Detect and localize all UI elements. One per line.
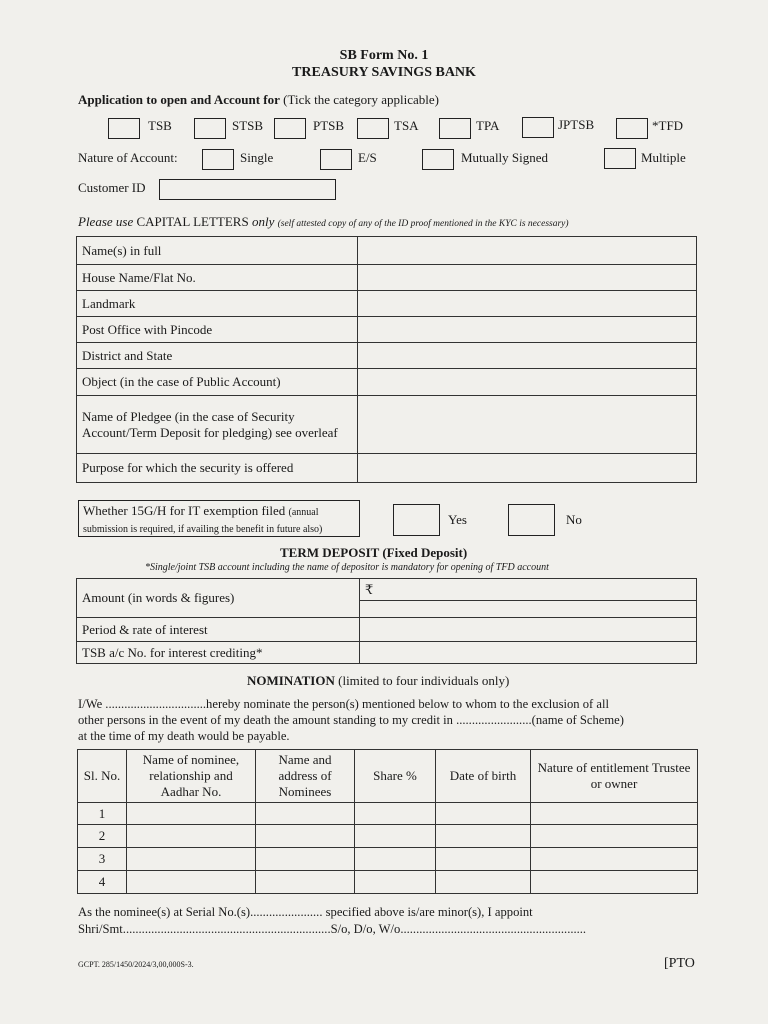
- td-label-period: Period & rate of interest: [77, 618, 360, 642]
- cell[interactable]: [256, 803, 355, 825]
- cell[interactable]: [355, 803, 436, 825]
- td-value-tsb-ac[interactable]: [360, 642, 697, 664]
- applicant-details-table: [76, 236, 697, 483]
- details-label-house: House Name/Flat No.: [77, 265, 358, 291]
- category-label-tpa: TPA: [476, 118, 500, 133]
- application-prompt: [78, 92, 439, 108]
- form15-note-b: submission is required, if availing the benefit in future also): [83, 524, 323, 535]
- details-value-landmark[interactable]: [358, 291, 697, 317]
- cell[interactable]: [127, 825, 256, 848]
- serial-4: 4: [78, 871, 127, 894]
- form15-note-a: (annual: [288, 507, 319, 518]
- nature-label-multiple: Multiple: [641, 150, 686, 165]
- form15-box: [78, 500, 360, 537]
- application-prompt-bold: Application to open and Account for: [78, 92, 280, 107]
- details-value-house[interactable]: [358, 265, 697, 291]
- form15-label: Whether 15G/H for IT exemption filed: [83, 503, 286, 518]
- nomination-line-2: other persons in the event of my death the amount standing to my credit in ........................(name of Scheme): [78, 713, 624, 727]
- details-label-purpose: Purpose for which the security is offered: [77, 454, 358, 483]
- capital-letters-note: [78, 214, 569, 230]
- cell[interactable]: [256, 871, 355, 894]
- category-label-ptsb: PTSB: [313, 118, 345, 133]
- nominee-table: [77, 749, 698, 894]
- td-rupee-symbol: ₹: [360, 579, 697, 601]
- details-label-district: District and State: [77, 343, 358, 369]
- capital-note-only: only: [251, 214, 275, 229]
- cell[interactable]: [355, 848, 436, 871]
- bank-name: TREASURY SAVINGS BANK: [292, 65, 476, 80]
- cell[interactable]: [531, 803, 698, 825]
- nature-label: Nature of Account:: [78, 150, 178, 165]
- nature-label-single: Single: [240, 150, 274, 165]
- details-label-landmark: Landmark: [77, 291, 358, 317]
- cell[interactable]: [127, 848, 256, 871]
- form-number: SB Form No. 1: [339, 48, 429, 63]
- checkbox-form15-no[interactable]: [508, 504, 555, 536]
- td-label-tsb-ac: TSB a/c No. for interest crediting*: [77, 642, 360, 664]
- checkbox-es[interactable]: [320, 149, 352, 170]
- category-label-stsb: STSB: [232, 118, 264, 133]
- cell[interactable]: [256, 825, 355, 848]
- customer-id-label: Customer ID: [78, 180, 146, 195]
- checkbox-form15-yes[interactable]: [393, 504, 440, 536]
- nomination-line-1: I/We ................................hereby nominate the person(s) mentioned below to whom to the exclusion of all: [78, 697, 609, 711]
- checkbox-mutually-signed[interactable]: [422, 149, 454, 170]
- col-dob: Date of birth: [436, 750, 531, 803]
- table-row: [78, 871, 698, 894]
- minor-line-1: As the nominee(s) at Serial No.(s)....................... specified above is/are minor(s), I appoint: [78, 905, 533, 919]
- checkbox-jptsb[interactable]: [522, 117, 554, 138]
- details-label-name: Name(s) in full: [77, 237, 358, 265]
- checkbox-stsb[interactable]: [194, 118, 226, 139]
- category-label-jptsb: JPTSB: [558, 117, 595, 132]
- cell[interactable]: [127, 803, 256, 825]
- category-label-tsb: TSB: [148, 118, 172, 133]
- capital-note-detail: (self attested copy of any of the ID proof mentioned in the KYC is necessary): [277, 219, 569, 229]
- details-label-pledgee: Name of Pledgee (in the case of Security Account/Term Deposit for pledging) see overleaf: [77, 396, 358, 454]
- cell[interactable]: [531, 825, 698, 848]
- td-label-amount: Amount (in words & figures): [77, 579, 360, 618]
- cell[interactable]: [436, 871, 531, 894]
- details-value-name[interactable]: [358, 237, 697, 265]
- col-nominee-address: Name and address of Nominees: [256, 750, 355, 803]
- cell[interactable]: [531, 848, 698, 871]
- footer-code: GCPT. 285/1450/2024/3,00,000S-3.: [78, 960, 194, 969]
- cell[interactable]: [355, 825, 436, 848]
- checkbox-ptsb[interactable]: [274, 118, 306, 139]
- pto-label: [PTO: [664, 956, 695, 971]
- details-value-object[interactable]: [358, 369, 697, 396]
- table-row: [78, 848, 698, 871]
- minor-line-2: Shri/Smt..................................................................S/o, D/o, W/o...........................................................: [78, 922, 587, 936]
- checkbox-tpa[interactable]: [439, 118, 471, 139]
- nomination-heading-bold: NOMINATION: [247, 673, 335, 688]
- serial-2: 2: [78, 825, 127, 848]
- details-value-district[interactable]: [358, 343, 697, 369]
- term-deposit-heading: TERM DEPOSIT (Fixed Deposit): [280, 545, 468, 560]
- form15-yes-label: Yes: [448, 512, 467, 527]
- term-deposit-note: *Single/joint TSB account including the name of depositor is mandatory for opening of TFD account: [145, 562, 549, 573]
- serial-3: 3: [78, 848, 127, 871]
- col-entitlement: Nature of entitlement Trustee or owner: [531, 750, 698, 803]
- td-value-amount[interactable]: [360, 601, 697, 618]
- cell[interactable]: [436, 825, 531, 848]
- details-label-object: Object (in the case of Public Account): [77, 369, 358, 396]
- cell[interactable]: [127, 871, 256, 894]
- category-label-tfd: *TFD: [652, 118, 684, 133]
- cell[interactable]: [531, 871, 698, 894]
- td-value-period[interactable]: [360, 618, 697, 642]
- col-nominee-name: Name of nominee, relationship and Aadhar No.: [127, 750, 256, 803]
- cell[interactable]: [436, 803, 531, 825]
- capital-note-lead: Please use: [78, 214, 134, 229]
- table-row: [78, 803, 698, 825]
- col-sl-no: Sl. No.: [78, 750, 127, 803]
- nomination-heading-rest: (limited to four individuals only): [338, 673, 510, 688]
- customer-id-field[interactable]: [159, 179, 336, 200]
- checkbox-tsb[interactable]: [108, 118, 140, 139]
- form15-no-label: No: [566, 512, 582, 527]
- nomination-heading: [247, 673, 509, 689]
- serial-1: 1: [78, 803, 127, 825]
- nature-label-mutual: Mutually Signed: [461, 150, 549, 165]
- details-value-pledgee[interactable]: [358, 396, 697, 454]
- checkbox-single[interactable]: [202, 149, 234, 170]
- term-deposit-table: [76, 578, 697, 664]
- nomination-line-3: at the time of my death would be payable.: [78, 729, 290, 743]
- form15-text: [79, 501, 359, 539]
- application-prompt-note: (Tick the category applicable): [283, 92, 439, 107]
- details-value-post-office[interactable]: [358, 317, 697, 343]
- checkbox-multiple[interactable]: [604, 148, 636, 169]
- cell[interactable]: [436, 848, 531, 871]
- details-label-post-office: Post Office with Pincode: [77, 317, 358, 343]
- col-share: Share %: [355, 750, 436, 803]
- capital-note-caps: CAPITAL LETTERS: [136, 214, 249, 229]
- cell[interactable]: [256, 848, 355, 871]
- checkbox-tfd[interactable]: [616, 118, 648, 139]
- table-row: [78, 825, 698, 848]
- details-value-purpose[interactable]: [358, 454, 697, 483]
- checkbox-tsa[interactable]: [357, 118, 389, 139]
- category-label-tsa: TSA: [394, 118, 419, 133]
- nature-label-es: E/S: [358, 150, 377, 165]
- cell[interactable]: [355, 871, 436, 894]
